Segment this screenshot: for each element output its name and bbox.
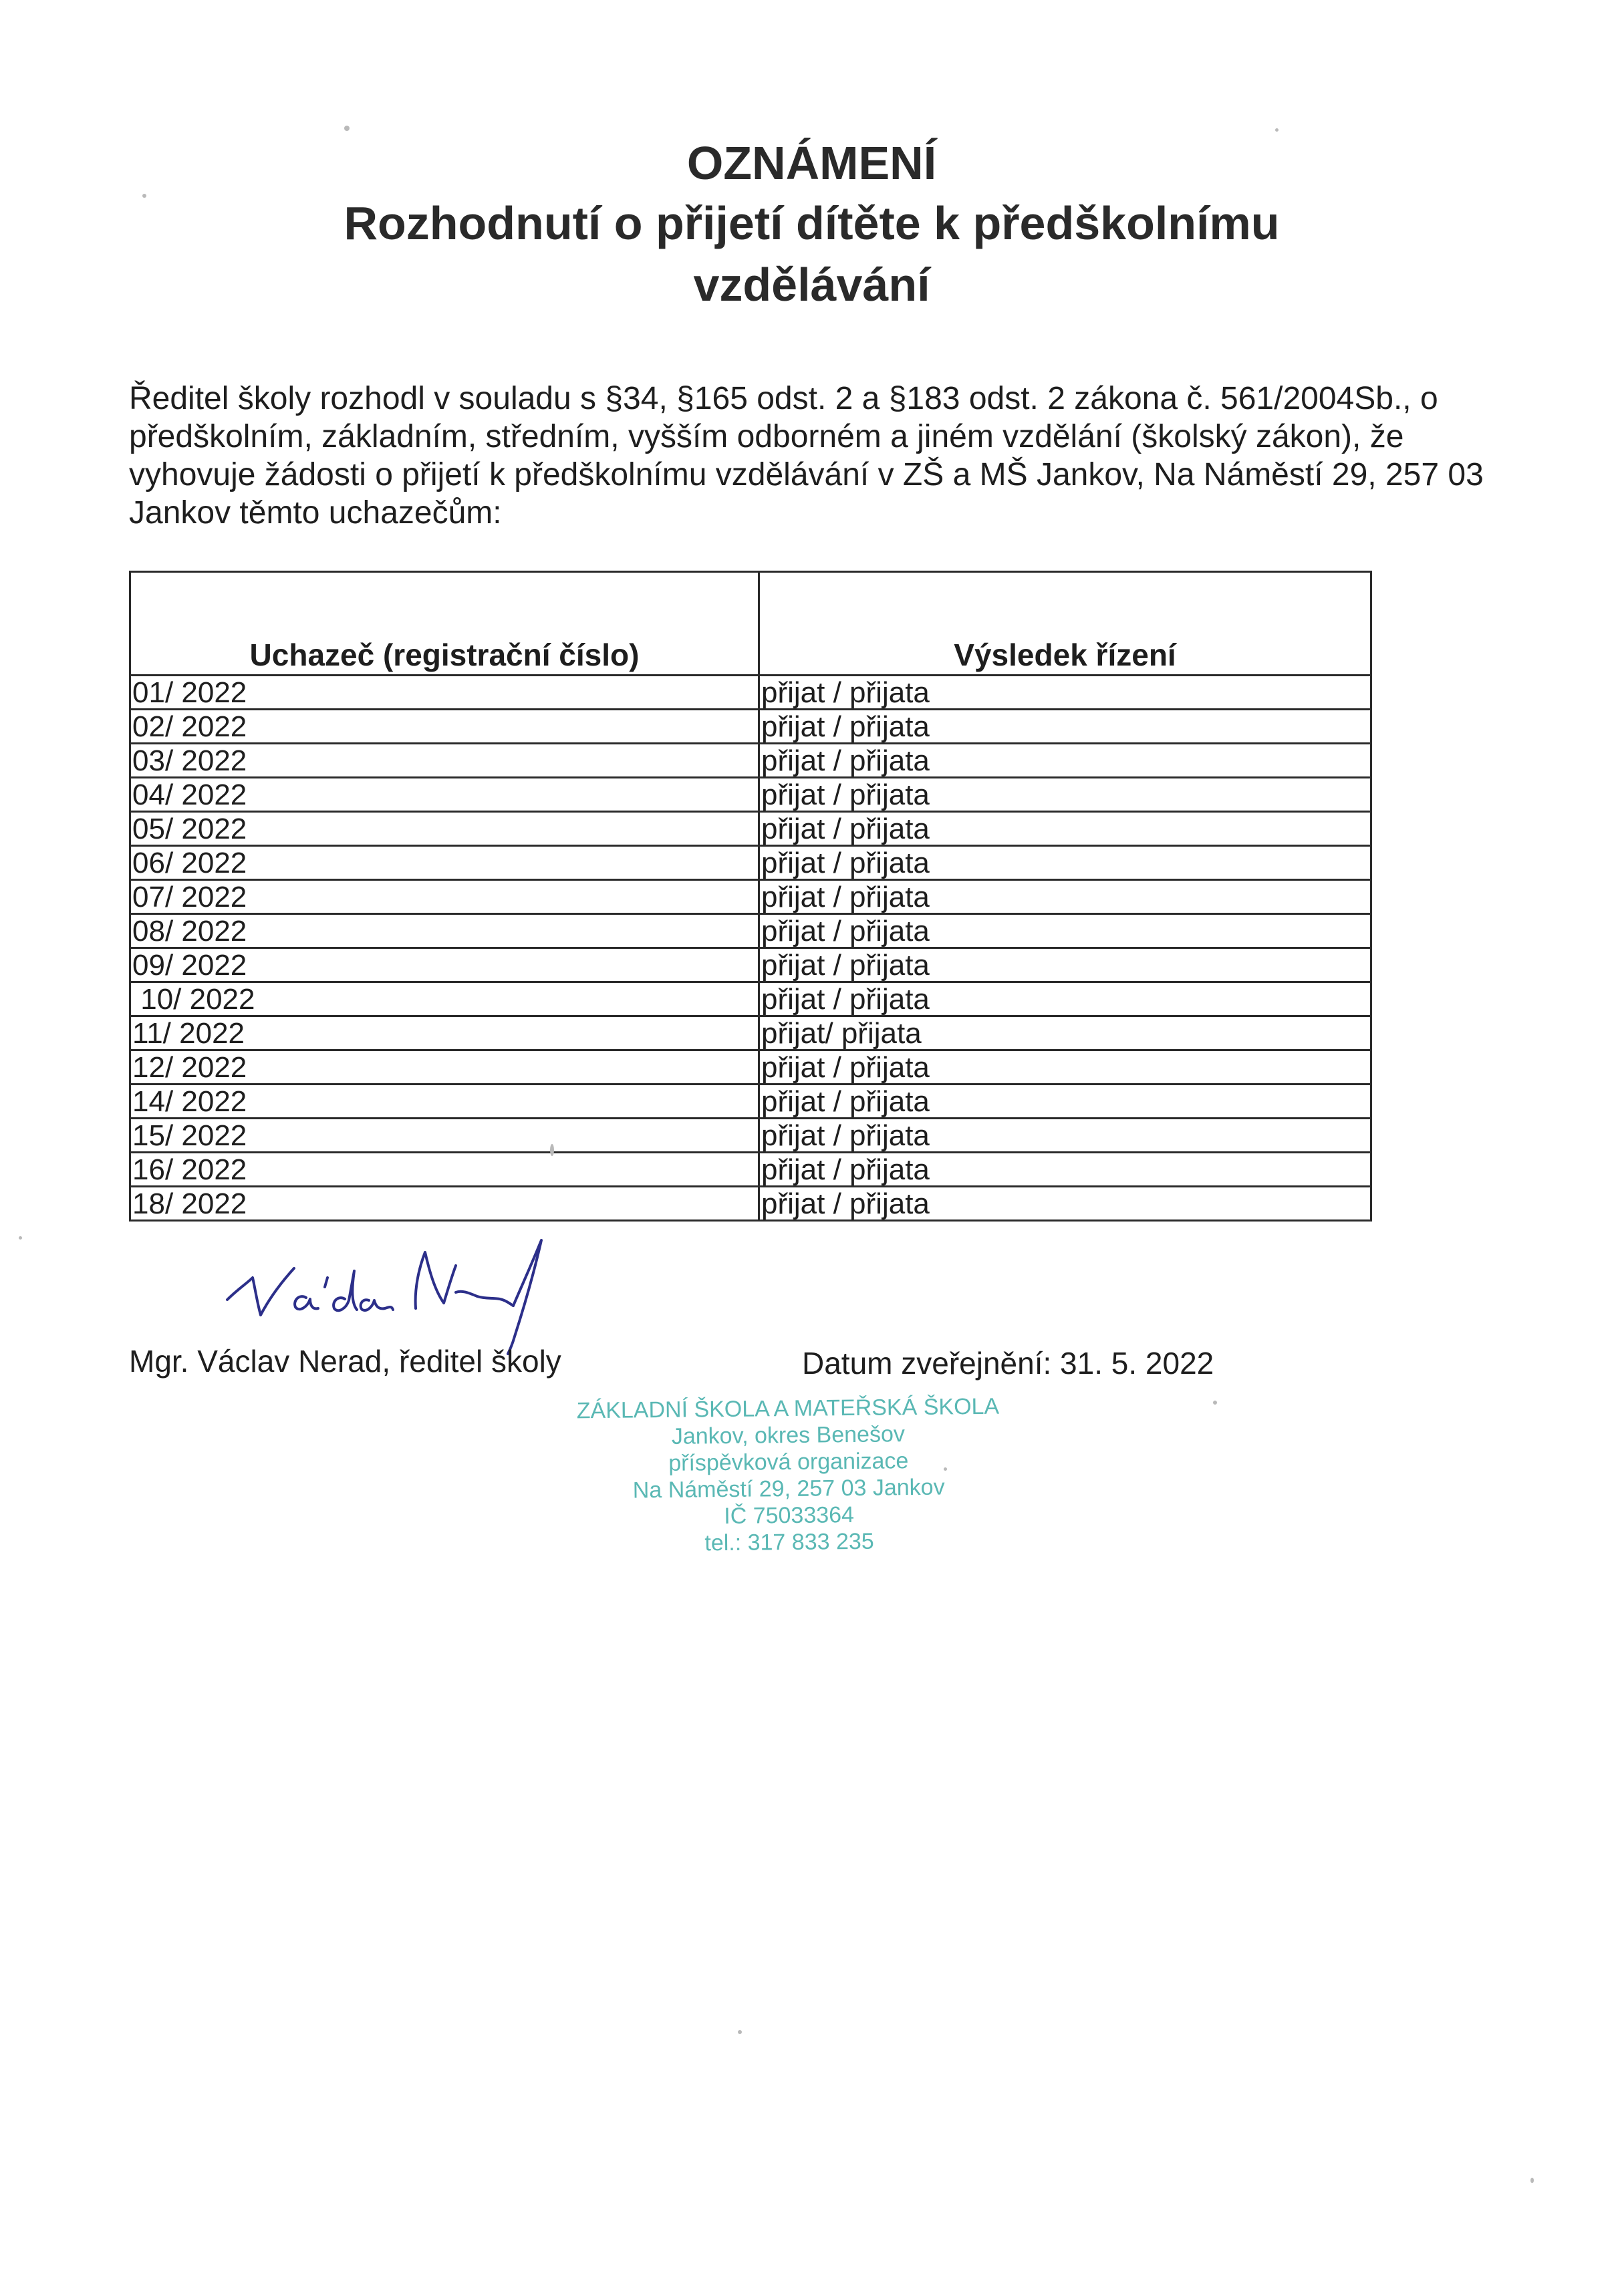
result-cell: přijat / přijata: [759, 710, 1371, 744]
stamp-line: Na Náměstí 29, 257 03 Jankov: [632, 1474, 945, 1503]
table-row: [130, 880, 1371, 914]
stamp-line: příspěvková organizace: [668, 1448, 909, 1476]
title-vzdelavani: vzdělávání: [693, 259, 930, 311]
school-stamp: [547, 1393, 1030, 1558]
applicant-number: 16/ 2022: [130, 1153, 759, 1187]
scan-speck: [344, 126, 350, 131]
scan-speck: [944, 1467, 947, 1471]
applicant-number: 15/ 2022: [130, 1119, 759, 1153]
title-oznameni: OZNÁMENÍ: [686, 137, 937, 189]
table-row: [130, 1119, 1371, 1153]
result-cell: přijat / přijata: [759, 676, 1371, 710]
table-row: [130, 1050, 1371, 1085]
table-row: [130, 1153, 1371, 1187]
scan-speck: [1530, 2178, 1534, 2183]
scan-speck: [1213, 1401, 1217, 1405]
result-cell: přijat / přijata: [759, 880, 1371, 914]
result-cell: přijat / přijata: [759, 948, 1371, 982]
publication-date: Datum zveřejnění: 31. 5. 2022: [802, 1346, 1214, 1381]
intro-line: vyhovuje žádosti o přijetí k předškolnímu vzdělávání v ZŠ a MŠ Jankov, Na Náměstí 29, 257 03: [129, 457, 1484, 492]
stamp-line: Jankov, okres Benešov: [671, 1421, 906, 1449]
table-row: [130, 1016, 1371, 1050]
applicant-number: 09/ 2022: [130, 948, 759, 982]
signer-name: Mgr. Václav Nerad, ředitel školy: [129, 1344, 561, 1379]
table-row: [130, 676, 1371, 710]
scan-speck: [738, 2030, 742, 2034]
stamp-line: tel.: 317 833 235: [704, 1528, 874, 1556]
table-row: [130, 846, 1371, 880]
scan-speck: [19, 1236, 22, 1240]
table-row: [130, 1085, 1371, 1119]
result-cell: přijat / přijata: [759, 1119, 1371, 1153]
applicant-number: 11/ 2022: [130, 1016, 759, 1050]
result-cell: přijat/ přijata: [759, 1016, 1371, 1050]
applicant-number: 03/ 2022: [130, 744, 759, 778]
result-cell: přijat / přijata: [759, 812, 1371, 846]
applicant-number: 14/ 2022: [130, 1085, 759, 1119]
column-header-result: Výsledek řízení: [759, 572, 1371, 676]
applicant-number: 18/ 2022: [130, 1187, 759, 1221]
applicant-number: 10/ 2022: [130, 982, 759, 1016]
stamp-line: IČ 75033364: [724, 1501, 855, 1530]
table-row: [130, 948, 1371, 982]
table-row: [130, 710, 1371, 744]
table-row: [130, 982, 1371, 1016]
table-row: [130, 778, 1371, 812]
intro-line: Jankov těmto uchazečům:: [129, 495, 502, 531]
applicant-number: 04/ 2022: [130, 778, 759, 812]
applicant-number: 12/ 2022: [130, 1050, 759, 1085]
applicant-number: 06/ 2022: [130, 846, 759, 880]
table-row: [130, 744, 1371, 778]
result-cell: přijat / přijata: [759, 1085, 1371, 1119]
results-table: [129, 571, 1372, 1222]
scan-speck: [550, 1144, 554, 1156]
applicant-number: 07/ 2022: [130, 880, 759, 914]
stamp-line: ZÁKLADNÍ ŠKOLA A MATEŘSKÁ ŠKOLA: [576, 1393, 1000, 1424]
table-row: [130, 914, 1371, 948]
table-header-row: [130, 572, 1371, 676]
intro-line: předškolním, základním, středním, vyšším odborném a jiném vzdělání (školský zákon), že: [129, 419, 1404, 454]
result-cell: přijat / přijata: [759, 982, 1371, 1016]
scan-speck: [1275, 128, 1279, 132]
document-title: [0, 134, 1610, 315]
handwritten-signature: [221, 1236, 608, 1356]
result-cell: přijat / přijata: [759, 914, 1371, 948]
intro-paragraph: [129, 380, 1492, 532]
result-cell: přijat / přijata: [759, 744, 1371, 778]
applicant-number: 02/ 2022: [130, 710, 759, 744]
result-cell: přijat / přijata: [759, 778, 1371, 812]
result-cell: přijat / přijata: [759, 846, 1371, 880]
table-row: [130, 1187, 1371, 1221]
table-row: [130, 812, 1371, 846]
applicant-number: 01/ 2022: [130, 676, 759, 710]
applicant-number: 05/ 2022: [130, 812, 759, 846]
intro-line: Ředitel školy rozhodl v souladu s §34, §165 odst. 2 a §183 odst. 2 zákona č. 561/2004Sb., o: [129, 381, 1438, 416]
result-cell: přijat / přijata: [759, 1153, 1371, 1187]
title-rozhodnuti: Rozhodnutí o přijetí dítěte k předškolnímu: [344, 197, 1280, 249]
column-header-applicant: Uchazeč (registrační číslo): [130, 572, 759, 676]
scan-speck: [142, 194, 146, 198]
applicant-number: 08/ 2022: [130, 914, 759, 948]
result-cell: přijat / přijata: [759, 1187, 1371, 1221]
result-cell: přijat / přijata: [759, 1050, 1371, 1085]
